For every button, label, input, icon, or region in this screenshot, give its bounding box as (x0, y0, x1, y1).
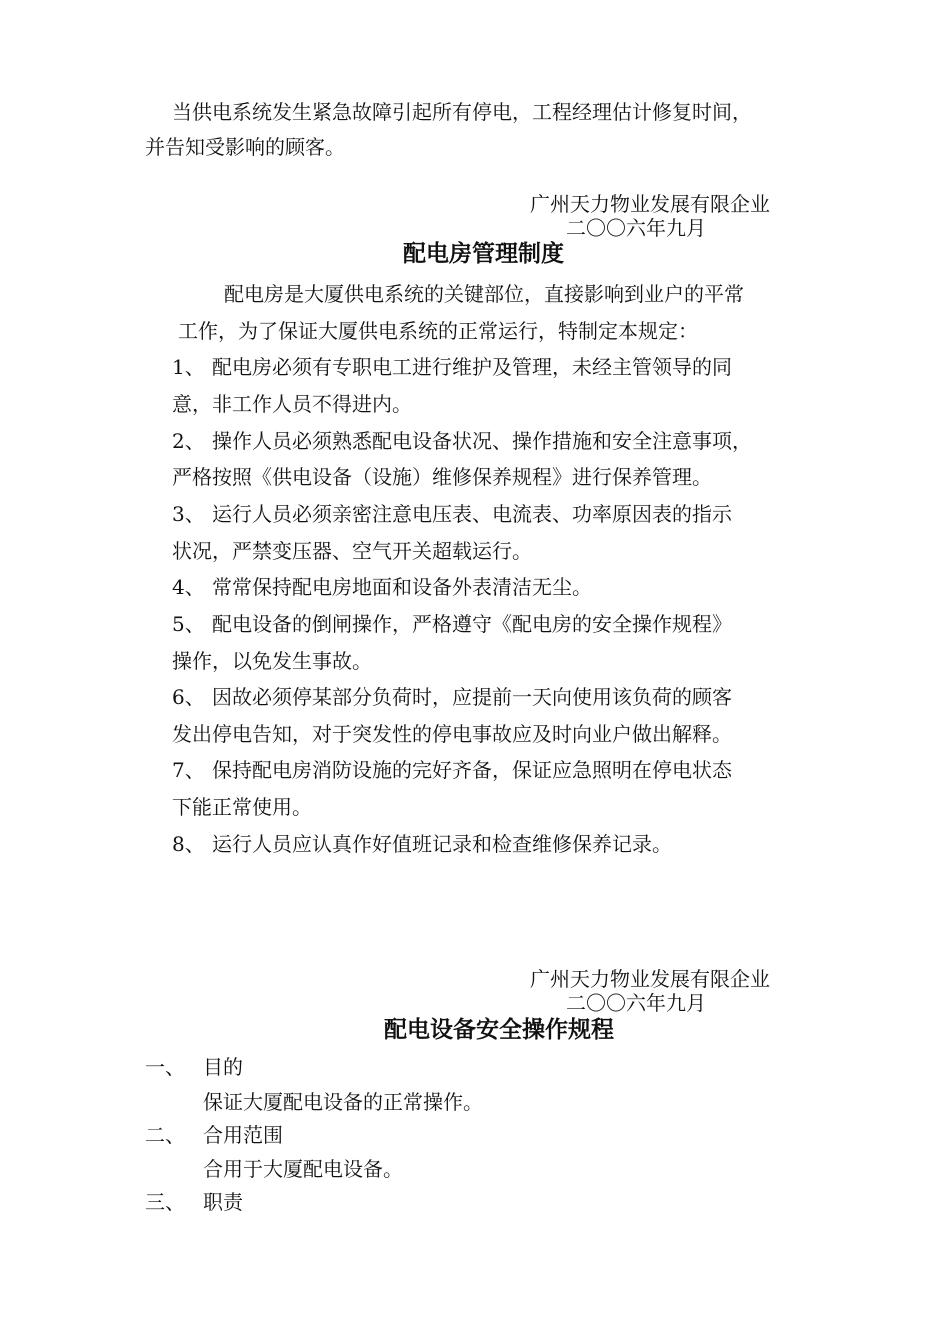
rule-item-text: 运行人员必须亲密注意电压表、电流表、功率原因表的指示 (212, 502, 732, 526)
rule-item-text: 配电设备的倒闸操作，严格遵守《配电房的安全操作规程》 (212, 612, 732, 636)
rule-item-text: 运行人员应认真作好值班记录和检查维修保养记录。 (212, 832, 672, 856)
rule-item-text: 因故必须停某部分负荷时，应提前一天向使用该负荷的顾客 (212, 685, 732, 709)
rule-item-number: 6、 (172, 685, 205, 709)
rule-item-text: 保持配电房消防设施的完好齐备，保证应急照明在停电状态 (212, 758, 732, 782)
rule-item-5-continuation: 操作，以免发生事故。 (172, 649, 372, 673)
section1-intro-line-1: 配电房是大厦供电系统的关键部位，直接影响到业户的平常 (224, 282, 744, 306)
rule-item-text: 配电房必须有专职电工进行维护及管理，未经主管领导的同 (212, 355, 732, 379)
part-label: 合用范围 (203, 1123, 283, 1147)
part-number: 二、 (145, 1123, 185, 1147)
procedure-part-responsibility (145, 1188, 243, 1216)
part-label: 目的 (203, 1055, 243, 1079)
rule-item-5 (172, 610, 732, 638)
rule-item-2-continuation: 严格按照《供电设备（设施）维修保养规程》进行保养管理。 (172, 465, 712, 489)
rule-item-number: 5、 (172, 612, 205, 636)
rule-item-number: 8、 (172, 832, 205, 856)
rule-item-6-continuation: 发出停电告知，对于突发性的停电事故应及时向业户做出解释。 (172, 722, 732, 746)
signature-company: 广州天力物业发展有限企业 (530, 192, 770, 216)
rule-item-number: 2、 (172, 429, 205, 453)
signature-date: 二〇〇六年九月 (566, 991, 706, 1015)
rule-item-8 (172, 830, 672, 858)
rule-item-1-continuation: 意，非工作人员不得进内。 (172, 392, 412, 416)
rule-item-4 (172, 573, 592, 601)
procedure-part-scope-content: 合用于大厦配电设备。 (203, 1157, 403, 1181)
intro-line-1: 当供电系统发生紧急故障引起所有停电，工程经理估计修复时间， (172, 100, 752, 124)
rule-item-3-continuation: 状况，严禁变压器、空气开关超载运行。 (172, 539, 532, 563)
rule-item-7-continuation: 下能正常使用。 (172, 795, 312, 819)
signature-company: 广州天力物业发展有限企业 (530, 967, 770, 991)
signature-date: 二〇〇六年九月 (566, 216, 706, 240)
rule-item-text: 常常保持配电房地面和设备外表清洁无尘。 (212, 575, 592, 599)
rule-item-number: 7、 (172, 758, 205, 782)
section1-intro-line-2: 工作，为了保证大厦供电系统的正常运行，特制定本规定： (178, 319, 698, 343)
part-label: 职责 (203, 1190, 243, 1214)
intro-line-2: 并告知受影响的顾客。 (145, 135, 345, 159)
part-number: 三、 (145, 1190, 185, 1214)
section-title-equipment-safety-procedure: 配电设备安全操作规程 (384, 1017, 614, 1043)
rule-item-number: 4、 (172, 575, 205, 599)
rule-item-text: 操作人员必须熟悉配电设备状况、操作措施和安全注意事项， (212, 429, 752, 453)
part-number: 一、 (145, 1055, 185, 1079)
rule-item-number: 3、 (172, 502, 205, 526)
rule-item-6 (172, 683, 732, 711)
procedure-part-purpose (145, 1053, 243, 1081)
procedure-part-purpose-content: 保证大厦配电设备的正常操作。 (203, 1090, 483, 1114)
section-title-distribution-room-management: 配电房管理制度 (403, 241, 564, 267)
rule-item-number: 1、 (172, 355, 205, 379)
rule-item-1 (172, 353, 732, 381)
rule-item-2 (172, 427, 752, 455)
rule-item-3 (172, 500, 732, 528)
rule-item-7 (172, 756, 732, 784)
procedure-part-scope (145, 1121, 283, 1149)
